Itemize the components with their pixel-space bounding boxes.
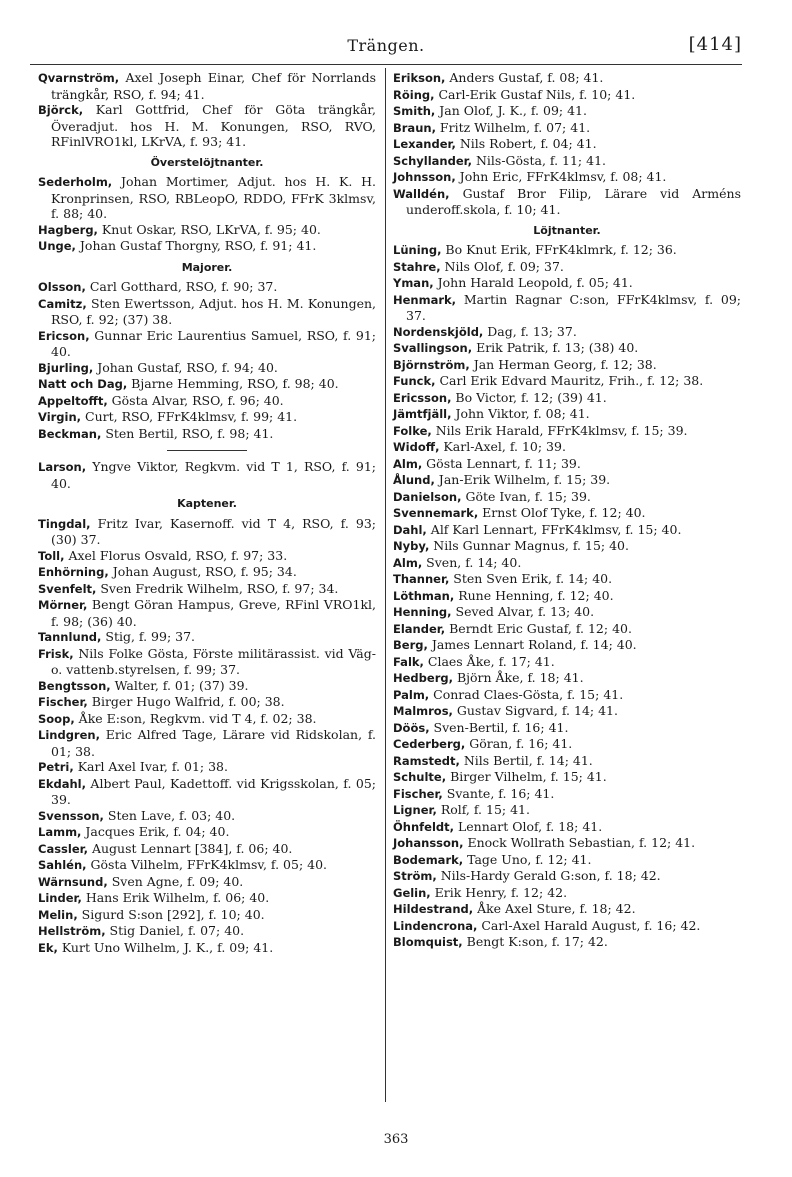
officer-surname: Elander, xyxy=(393,621,446,636)
officer-surname: Danielson, xyxy=(393,489,462,504)
officer-surname: Walldén, xyxy=(393,186,450,201)
officer-details: Sten Ewertsson, Adjut. hos H. M. Konungen, RSO, f. 92; (37) 38. xyxy=(51,295,376,327)
officer-surname: Ålund, xyxy=(393,473,435,487)
officer-entry xyxy=(393,835,741,852)
officer-details: John Eric, FFrK4klmsv, f. 08; 41. xyxy=(455,169,667,184)
officer-details: Bengt K:son, f. 17; 42. xyxy=(462,934,608,949)
officer-entry xyxy=(393,373,741,390)
officer-entry xyxy=(38,409,376,426)
section-heading: Kaptener. xyxy=(177,497,237,510)
officer-details: Lennart Olof, f. 18; 41. xyxy=(454,818,603,834)
officer-surname: Hellström, xyxy=(38,924,106,938)
officer-entry xyxy=(38,581,376,598)
officer-details: Johan Gustaf, RSO, f. 94; 40. xyxy=(93,359,278,375)
officer-entry xyxy=(393,456,741,473)
officer-details: Hans Erik Wilhelm, f. 06; 40. xyxy=(81,890,270,905)
officer-surname: Widoff, xyxy=(393,440,440,454)
officer-entry xyxy=(393,136,741,153)
officer-surname: Unge, xyxy=(38,239,76,253)
officer-surname: Ericsson, xyxy=(393,390,452,405)
officer-details: Seved Alvar, f. 13; 40. xyxy=(451,604,595,619)
header-rule xyxy=(30,64,742,65)
officer-details: Conrad Claes-Gösta, f. 15; 41. xyxy=(429,686,624,702)
officer-details: Sven Agne, f. 09; 40. xyxy=(107,873,244,889)
officer-entry xyxy=(38,694,376,711)
officer-surname: Cassler, xyxy=(38,841,88,856)
officer-details: John Harald Leopold, f. 05; 41. xyxy=(433,275,633,290)
officer-surname: Hagberg, xyxy=(38,222,98,237)
officer-details: Gustaf Bror Filip, Lärare vid Arméns underoff.skola, f. 10; 41. xyxy=(406,185,741,217)
officer-entry xyxy=(393,522,741,539)
officer-details: Curt, RSO, FFrK4klmsv, f. 99; 41. xyxy=(81,409,298,424)
officer-entry xyxy=(393,571,741,588)
officer-details: Rune Henning, f. 12; 40. xyxy=(454,587,614,603)
section-divider xyxy=(167,450,247,451)
officer-entry xyxy=(38,907,376,924)
officer-surname: Fischer, xyxy=(38,695,88,709)
officer-details: Sigurd S:son [292], f. 10; 40. xyxy=(77,906,265,922)
officer-surname: Björck, xyxy=(38,103,84,117)
officer-entry xyxy=(38,459,376,491)
officer-entry xyxy=(393,439,741,456)
officer-surname: Lexander, xyxy=(393,137,456,151)
officer-details: Birger Hugo Walfrid, f. 00; 38. xyxy=(87,694,285,709)
officer-surname: Sederholm, xyxy=(38,175,113,189)
officer-surname: Öhnfeldt, xyxy=(393,819,454,834)
officer-surname: Lindencrona, xyxy=(393,918,478,933)
officer-surname: Fischer, xyxy=(393,786,443,801)
officer-details: Enock Wollrath Sebastian, f. 12; 41. xyxy=(463,835,696,850)
officer-entry xyxy=(38,328,376,360)
page-header xyxy=(30,36,742,60)
officer-details: Fritz Ivar, Kasernoff. vid T 4, RSO, f. 93; (30) 37. xyxy=(51,515,376,547)
officer-details: Alf Karl Lennart, FFrK4klmsv, f. 15; 40. xyxy=(426,521,682,537)
officer-surname: Hedberg, xyxy=(393,671,453,685)
officer-entry xyxy=(38,376,376,393)
officer-surname: Bodemark, xyxy=(393,852,464,867)
officer-surname: Camitz, xyxy=(38,296,87,311)
officer-entry xyxy=(38,564,376,581)
officer-entry xyxy=(38,516,376,548)
officer-surname: Henning, xyxy=(393,605,452,619)
officer-entry xyxy=(393,340,741,357)
officer-surname: Svennemark, xyxy=(393,506,479,520)
officer-surname: Bengtsson, xyxy=(38,678,111,693)
officer-surname: Falk, xyxy=(393,654,424,669)
officer-surname: Lindgren, xyxy=(38,728,100,742)
officer-details: Nils Olof, f. 09; 37. xyxy=(440,258,564,274)
officer-entry xyxy=(393,324,741,341)
officer-details: Nils Gunnar Magnus, f. 15; 40. xyxy=(429,538,629,553)
officer-surname: Björnström, xyxy=(393,357,470,372)
right-column xyxy=(393,70,741,951)
officer-details: Jan Herman Georg, f. 12; 38. xyxy=(469,356,657,372)
officer-details: Sven-Bertil, f. 16; 41. xyxy=(429,719,569,735)
officer-entry xyxy=(38,393,376,410)
officer-entry xyxy=(38,678,376,695)
officer-surname: Johnsson, xyxy=(393,170,456,184)
officer-details: Yngve Viktor, Regkvm. vid T 1, RSO, f. 91; 40. xyxy=(51,459,376,491)
officer-surname: Olsson, xyxy=(38,280,86,294)
officer-details: Bo Victor, f. 12; (39) 41. xyxy=(451,389,607,405)
officer-entry xyxy=(38,890,376,907)
officer-details: Åke Axel Sture, f. 18; 42. xyxy=(473,901,636,916)
officer-details: Jacques Erik, f. 04; 40. xyxy=(81,824,230,839)
officer-entry xyxy=(38,70,376,102)
officer-details: Jan-Erik Wilhelm, f. 15; 39. xyxy=(434,472,611,487)
officer-entry xyxy=(393,819,741,836)
officer-entry xyxy=(38,548,376,565)
officer-details: Nils Robert, f. 04; 41. xyxy=(455,136,597,151)
officer-surname: Jämtfjäll, xyxy=(393,407,452,421)
officer-surname: Svensson, xyxy=(38,808,104,823)
officer-details: Kurt Uno Wilhelm, J. K., f. 09; 41. xyxy=(57,939,274,955)
officer-entry xyxy=(393,87,741,104)
officer-entry xyxy=(393,621,741,638)
officer-surname: Virgin, xyxy=(38,410,82,424)
officer-details: Johan Gustaf Thorgny, RSO, f. 91; 41. xyxy=(75,238,317,253)
section-heading: Överstelöjtnanter. xyxy=(150,155,264,169)
officer-details: Bjarne Hemming, RSO, f. 98; 40. xyxy=(127,376,339,391)
officer-details: Björn Åke, f. 18; 41. xyxy=(452,670,584,685)
officer-details: Nils Bertil, f. 14; 41. xyxy=(459,752,593,768)
officer-surname: Thanner, xyxy=(393,572,450,586)
officer-surname: Dahl, xyxy=(393,522,427,537)
officer-entry xyxy=(393,70,741,87)
officer-details: Ernst Olof Tyke, f. 12; 40. xyxy=(478,505,646,520)
officer-entry xyxy=(393,357,741,374)
officer-entry xyxy=(393,103,741,120)
officer-surname: Appeltofft, xyxy=(38,393,108,408)
officer-details: Tage Uno, f. 12; 41. xyxy=(463,851,592,867)
officer-entry xyxy=(393,153,741,170)
officer-entry xyxy=(38,629,376,646)
officer-entry xyxy=(393,703,741,720)
officer-details: Walter, f. 01; (37) 39. xyxy=(110,677,249,693)
officer-details: August Lennart [384], f. 06; 40. xyxy=(87,840,293,856)
officer-entry xyxy=(38,222,376,239)
officer-entry xyxy=(393,637,741,654)
officer-details: John Viktor, f. 08; 41. xyxy=(451,406,590,421)
officer-entry xyxy=(38,279,376,296)
officer-surname: Lamm, xyxy=(38,825,82,839)
page-number-bracketed: [414] xyxy=(688,34,742,55)
officer-details: Karl-Axel, f. 10; 39. xyxy=(439,439,566,454)
officer-details: Göran, f. 16; 41. xyxy=(465,736,573,751)
officer-entry xyxy=(393,786,741,803)
officer-details: Stig Daniel, f. 07; 40. xyxy=(105,923,245,938)
officer-details: Stig, f. 99; 37. xyxy=(101,629,196,644)
officer-entry xyxy=(393,736,741,753)
officer-entry xyxy=(38,759,376,776)
officer-surname: Natt och Dag, xyxy=(38,377,128,391)
officer-entry xyxy=(393,242,741,259)
officer-entry xyxy=(38,727,376,759)
officer-details: Bengt Göran Hampus, Greve, RFinl VRO1kl, f. 98; (36) 40. xyxy=(51,597,376,629)
officer-surname: Blomquist, xyxy=(393,935,463,949)
officer-surname: Qvarnström, xyxy=(38,71,120,85)
officer-details: Göte Ivan, f. 15; 39. xyxy=(461,488,591,504)
officer-entry xyxy=(38,238,376,255)
officer-details: Erik Patrik, f. 13; (38) 40. xyxy=(472,340,639,355)
officer-details: Johan August, RSO, f. 95; 34. xyxy=(108,564,297,579)
officer-details: Sven, f. 14; 40. xyxy=(422,554,522,570)
officer-entry xyxy=(38,426,376,443)
officer-surname: Svenfelt, xyxy=(38,581,97,596)
officer-entry xyxy=(393,918,741,935)
officer-details: Gösta Alvar, RSO, f. 96; 40. xyxy=(107,392,284,408)
officer-entry xyxy=(393,885,741,902)
officer-entry xyxy=(393,390,741,407)
officer-surname: Beckman, xyxy=(38,426,102,441)
officer-surname: Tingdal, xyxy=(38,516,91,531)
officer-entry xyxy=(393,868,741,885)
officer-surname: Erikson, xyxy=(393,71,446,85)
officer-entry xyxy=(393,852,741,869)
officer-surname: Hildestrand, xyxy=(393,902,474,916)
officer-surname: Ericson, xyxy=(38,328,90,343)
officer-details: Johan Mortimer, Adjut. hos H. K. H. Kronprinsen, RSO, RBLeopO, RDDO, FFrK 3klmsv, f. 88; 40. xyxy=(51,174,376,221)
officer-surname: Berg, xyxy=(393,638,428,652)
officer-details: Nils-Hardy Gerald G:son, f. 18; 42. xyxy=(436,868,661,883)
officer-entry xyxy=(393,538,741,555)
officer-surname: Schulte, xyxy=(393,770,447,784)
officer-details: Carl-Axel Harald August, f. 16; 42. xyxy=(477,917,701,933)
officer-surname: Enhörning, xyxy=(38,565,109,579)
officer-details: Fritz Wilhelm, f. 07; 41. xyxy=(435,119,591,135)
officer-surname: Funck, xyxy=(393,374,436,388)
officer-entry xyxy=(38,923,376,940)
officer-surname: Melin, xyxy=(38,907,78,922)
officer-details: Carl-Erik Gustaf Nils, f. 10; 41. xyxy=(434,86,636,102)
officer-entry xyxy=(38,874,376,891)
officer-surname: Ström, xyxy=(393,869,437,883)
officer-entry xyxy=(393,259,741,276)
officer-details: Åke E:son, Regkvm. vid T 4, f. 02; 38. xyxy=(74,710,317,726)
officer-surname: Palm, xyxy=(393,687,430,702)
officer-surname: Ramstedt, xyxy=(393,753,460,768)
officer-surname: Henmark, xyxy=(393,292,457,307)
officer-entry xyxy=(393,169,741,186)
officer-entry xyxy=(393,687,741,704)
officer-entry xyxy=(393,472,741,489)
officer-entry xyxy=(393,406,741,423)
column-divider xyxy=(385,68,386,1102)
officer-surname: Cederberg, xyxy=(393,737,466,751)
officer-entry xyxy=(393,292,741,324)
officer-surname: Alm, xyxy=(393,555,423,570)
officer-entry xyxy=(393,588,741,605)
officer-entry xyxy=(393,186,741,218)
officer-details: Claes Åke, f. 17; 41. xyxy=(423,653,555,669)
officer-details: Gustav Sigvard, f. 14; 41. xyxy=(452,703,618,718)
officer-details: Nils-Gösta, f. 11; 41. xyxy=(472,152,606,168)
officer-surname: Döös, xyxy=(393,720,430,735)
officer-entry xyxy=(393,489,741,506)
officer-details: Anders Gustaf, f. 08; 41. xyxy=(445,70,604,85)
officer-surname: Löthman, xyxy=(393,588,455,603)
officer-surname: Johansson, xyxy=(393,836,464,850)
officer-entry xyxy=(393,604,741,621)
officer-surname: Alm, xyxy=(393,456,423,471)
officer-surname: Frisk, xyxy=(38,646,74,661)
officer-surname: Sahlén, xyxy=(38,858,87,872)
officer-surname: Svallingson, xyxy=(393,341,473,355)
officer-details: Knut Oskar, RSO, LKrVA, f. 95; 40. xyxy=(97,221,321,237)
officer-details: Erik Henry, f. 12; 42. xyxy=(430,884,568,900)
officer-entry xyxy=(393,654,741,671)
officer-details: Berndt Eric Gustaf, f. 12; 40. xyxy=(445,620,632,636)
officer-entry xyxy=(393,275,741,292)
officer-details: Axel Joseph Einar, Chef för Norrlands trängkår, RSO, f. 94; 41. xyxy=(51,70,376,102)
officer-surname: Petri, xyxy=(38,760,74,774)
officer-entry xyxy=(38,646,376,678)
officer-entry xyxy=(38,776,376,808)
page-title: Trängen. xyxy=(347,36,425,55)
officer-surname: Nordenskjöld, xyxy=(393,324,484,339)
officer-surname: Schyllander, xyxy=(393,153,472,168)
officer-surname: Mörner, xyxy=(38,598,88,612)
officer-surname: Malmros, xyxy=(393,704,453,718)
officer-details: Karl Gottfrid, Chef för Göta trängkår, Överadjut. hos H. M. Konungen, RSO, RVO, RFinlVRO1kl, LKrVA, f. 93; 41. xyxy=(51,102,376,149)
officer-entry xyxy=(38,360,376,377)
officer-surname: Ek, xyxy=(38,940,58,955)
officer-entry xyxy=(393,753,741,770)
officer-details: Sten Lave, f. 03; 40. xyxy=(103,807,236,823)
officer-details: Birger Vilhelm, f. 15; 41. xyxy=(446,769,607,784)
officer-surname: Nyby, xyxy=(393,539,430,553)
officer-surname: Ligner, xyxy=(393,803,437,817)
officer-details: Karl Axel Ivar, f. 01; 38. xyxy=(73,759,228,774)
officer-details: Nils Folke Gösta, Förste militärassist. vid Väg- o. vattenb.styrelsen, f. 99; 37. xyxy=(51,645,376,677)
section-heading: Majorer. xyxy=(181,260,233,274)
officer-entry xyxy=(38,174,376,222)
officer-surname: Braun, xyxy=(393,120,436,135)
officer-surname: Soop, xyxy=(38,711,75,726)
officer-entry xyxy=(393,555,741,572)
officer-entry xyxy=(38,597,376,629)
officer-entry xyxy=(38,841,376,858)
officer-details: Gösta Vilhelm, FFrK4klmsv, f. 05; 40. xyxy=(86,857,328,872)
officer-details: Eric Alfred Tage, Lärare vid Ridskolan, f. 01; 38. xyxy=(51,727,376,759)
officer-entry xyxy=(393,423,741,440)
officer-details: Carl Erik Edvard Mauritz, Frih., f. 12; 38. xyxy=(435,373,704,388)
officer-details: Rolf, f. 15; 41. xyxy=(436,802,530,817)
section-heading: Löjtnanter. xyxy=(533,223,601,237)
officer-entry xyxy=(38,808,376,825)
officer-details: Martin Ragnar C:son, FFrK4klmsv, f. 09; 37. xyxy=(406,291,741,323)
officer-details: James Lennart Roland, f. 14; 40. xyxy=(427,637,637,652)
officer-details: Sven Fredrik Wilhelm, RSO, f. 97; 34. xyxy=(96,580,339,596)
officer-entry xyxy=(393,505,741,522)
officer-entry xyxy=(38,940,376,957)
left-column xyxy=(38,70,376,956)
officer-entry xyxy=(393,802,741,819)
officer-surname: Larson, xyxy=(38,460,87,474)
officer-surname: Gelin, xyxy=(393,885,431,900)
officer-surname: Folke, xyxy=(393,423,432,438)
officer-surname: Yman, xyxy=(393,276,434,290)
officer-details: Nils Erik Harald, FFrK4klmsv, f. 15; 39. xyxy=(431,422,688,438)
officer-entry xyxy=(393,934,741,951)
officer-entry xyxy=(393,901,741,918)
officer-surname: Bjurling, xyxy=(38,360,94,375)
officer-surname: Stahre, xyxy=(393,259,441,274)
officer-entry xyxy=(393,120,741,137)
officer-details: Axel Florus Osvald, RSO, f. 97; 33. xyxy=(64,547,288,563)
officer-surname: Linder, xyxy=(38,891,82,905)
officer-entry xyxy=(38,296,376,328)
officer-details: Gösta Lennart, f. 11; 39. xyxy=(422,455,581,471)
officer-entry xyxy=(38,857,376,874)
officer-details: Sten Sven Erik, f. 14; 40. xyxy=(449,571,613,586)
officer-surname: Lüning, xyxy=(393,243,442,257)
officer-details: Carl Gotthard, RSO, f. 90; 37. xyxy=(85,279,278,294)
page-footer-number: 363 xyxy=(383,1132,409,1147)
officer-details: Bo Knut Erik, FFrK4klmrk, f. 12; 36. xyxy=(441,242,677,257)
officer-details: Gunnar Eric Laurentius Samuel, RSO, f. 91; 40. xyxy=(51,327,376,359)
officer-details: Dag, f. 13; 37. xyxy=(483,323,577,339)
officer-surname: Tannlund, xyxy=(38,630,102,644)
officer-details: Albert Paul, Kadettoff. vid Krigsskolan, f. 05; 39. xyxy=(51,775,376,807)
officer-entry xyxy=(393,720,741,737)
officer-entry xyxy=(38,824,376,841)
officer-details: Jan Olof, J. K., f. 09; 41. xyxy=(435,103,587,118)
officer-surname: Röing, xyxy=(393,87,435,102)
officer-entry xyxy=(38,102,376,150)
officer-details: Sten Bertil, RSO, f. 98; 41. xyxy=(101,425,274,441)
officer-surname: Smith, xyxy=(393,104,436,118)
officer-entry xyxy=(38,711,376,728)
officer-entry xyxy=(393,769,741,786)
officer-details: Svante, f. 16; 41. xyxy=(442,785,555,801)
officer-entry xyxy=(393,670,741,687)
officer-surname: Ekdahl, xyxy=(38,776,86,791)
officer-surname: Toll, xyxy=(38,548,65,563)
officer-surname: Wärnsund, xyxy=(38,874,108,889)
